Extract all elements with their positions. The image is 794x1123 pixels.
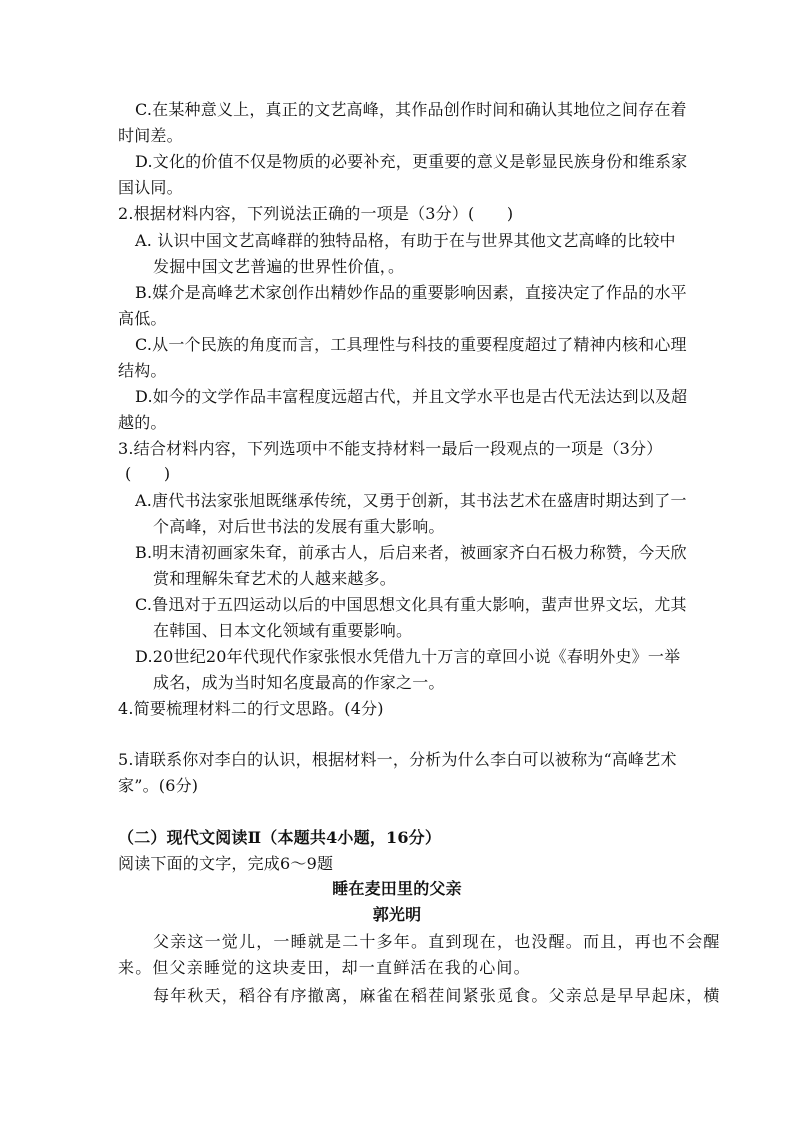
q2-option-d-line2: 越的。 [118,413,167,432]
q1-option-c-line1: C.在某种意义上，真正的文艺高峰，其作品创作时间和确认其地位之间存在着 [135,100,687,119]
q3-option-b-line1: B.明末清初画家朱耷，前承古人，后启来者，被画家齐白石极力称赞，今天欣 [135,543,687,562]
q2-stem: 2.根据材料内容，下列说法正确的一项是（3分）( ) [118,204,514,223]
q3-stem-line2: ( ) [125,464,171,483]
q5-stem-line1: 5.请联系你对李白的认识，根据材料一，分析为什么李白可以被称为“高峰艺术 [118,750,677,769]
q2-option-b-line1: B.媒介是高峰艺术家创作出精妙作品的重要影响因素，直接决定了作品的水平 [135,283,687,302]
q2-option-a-line1: A. 认识中国文艺高峰群的独特品格，有助于在与世界其他文艺高峰的比较中 [135,231,676,250]
section-heading: （二）现代文阅读Ⅱ（本题共4小题，16分） [118,828,442,847]
story-para1-line1: 父亲这一觉儿，一睡就是二十多年。直到现在，也没醒。而且，再也不会醒 [153,932,721,951]
q2-option-c-line1: C.从一个民族的角度而言，工具理性与科技的重要程度超过了精神内核和心理 [135,335,687,354]
q3-option-d-line2: 成名，成为当时知名度最高的作家之一。 [153,673,445,692]
q2-option-a-line2: 发掘中国文艺普遍的世界性价值，。 [153,257,405,276]
q2-option-d-line1: D.如今的文学作品丰富程度远超古代，并且文学水平也是古代无法达到以及超 [135,387,688,406]
q3-option-c-line1: C.鲁迅对于五四运动以后的中国思想文化具有重大影响，蜚声世界文坛，尤其 [135,595,687,614]
q3-option-d-line1: D.20世纪20年代现代作家张恨水凭借九十万言的章回小说《春明外史》一举 [135,647,681,666]
q2-option-c-line2: 结构。 [118,361,167,380]
story-title: 睡在麦田里的父亲 [332,879,462,898]
q3-stem-line1: 3.结合材料内容，下列选项中不能支持材料一最后一段观点的一项是（3分） [118,439,663,458]
q5-stem-line2: 家”。(6分) [118,776,199,795]
story-para1-line2: 来。但父亲睡觉的这块麦田，却一直鲜活在我的心间。 [118,958,531,977]
q1-option-d-line1: D.文化的价值不仅是物质的必要补充，更重要的意义是彰显民族身份和维系家 [135,152,688,171]
q2-option-b-line2: 高低。 [118,309,167,328]
q1-option-c-line2: 时间差。 [118,126,183,145]
story-author: 郭光明 [372,905,422,924]
story-para2-line1: 每年秋天，稻谷有序撤离，麻雀在稻茬间紧张觅食。父亲总是早早起床，横 [153,986,721,1005]
section-instruction: 阅读下面的文字，完成6～9题 [118,854,334,873]
q3-option-a-line2: 个高峰，对后世书法的发展有重大影响。 [153,517,445,536]
q3-option-c-line2: 在韩国、日本文化领域有重要影响。 [153,621,413,640]
q3-option-b-line2: 赏和理解朱耷艺术的人越来越多。 [153,569,397,588]
q4-stem: 4.简要梳理材料二的行文思路。(4分) [118,699,384,718]
q3-option-a-line1: A.唐代书法家张旭既继承传统，又勇于创新，其书法艺术在盛唐时期达到了一 [135,491,687,510]
q1-option-d-line2: 国认同。 [118,178,183,197]
